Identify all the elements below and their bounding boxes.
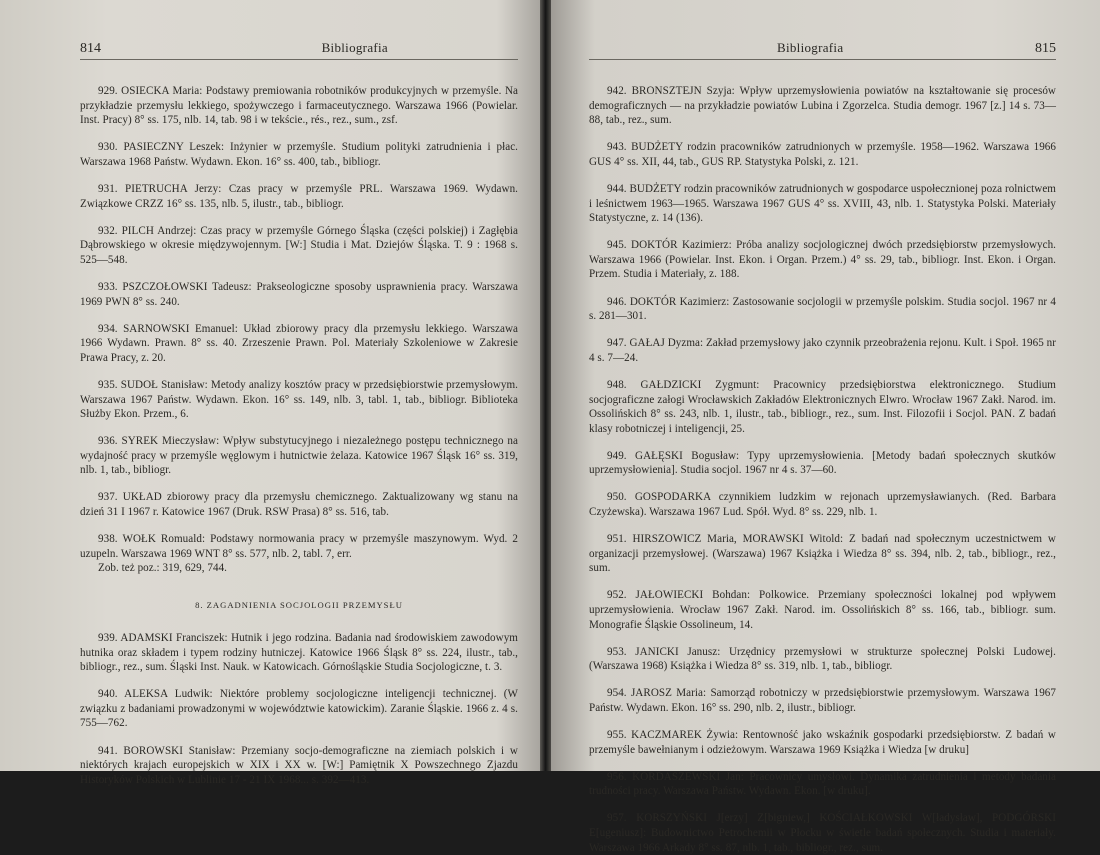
bibliography-entry: 956. KORDASZEWSKI Jan: Pracownicy umysłowi. Dynamika zatrudnienia i metody badania trudności pracy. Warszawa Państw. Wydawn. Ekon. [w druku].: [589, 770, 1056, 798]
left-page: [0, 0, 540, 786]
bibliography-entry: 935. SUDOŁ Stanisław: Metody analizy kosztów pracy w przedsiębiorstwie przemysłowym. Warszawa 1967 Państw. Wydawn. Ekon. 16° ss. 149, nlb. 3, tabl. 1, tab., bibliogr. Biblioteka Służby Ekon. Przem., 6.: [80, 378, 518, 421]
bibliography-entry: 936. SYREK Mieczysław: Wpływ substytucyjnego i niezależnego postępu technicznego na wydajność pracy w przemyśle węglowym i hutnictwie żelaza. Katowice 1967 Śląsk 16° ss. 319, nlb. 1, tab., bibliogr.: [80, 435, 518, 477]
bibliography-entry: 944. BUDŻETY rodzin pracowników zatrudnionych w gospodarce uspołecznionej poza rolnictwem i leśnictwem 1963—1965. Warszawa 1967 GUS 4° ss. XVIII, 43, nlb. 1. Statystyka Polski. Materiały Statystyczne, z. 14 (136).: [589, 182, 1056, 225]
bibliography-entry: 954. JAROSZ Maria: Samorząd robotniczy w przedsiębiorstwie przemysłowym. Warszawa 1967 Państw. Wydawn. Ekon. 16° ss. 290, nlb. 2, ilustr., bibliogr.: [589, 687, 1056, 714]
bibliography-entry: 952. JAŁOWIECKI Bohdan: Polkowice. Przemiany społeczności lokalnej pod wpływem uprzemysłowienia. Wrocław 1967 Zakł. Narod. im. Ossolińskich 8° ss. 166, tab., bibliogr. sum. Monografie Śląskie Ossolineum, 14.: [589, 589, 1056, 631]
right-page: [551, 0, 1100, 854]
bibliography-entry: 953. JANICKI Janusz: Urzędnicy przemysłowi w strukturze społecznej Polski Ludowej. (Warszawa 1968) Książka i Wiedza 8° ss. 319, nlb. 1, tab., bibliogr.: [589, 645, 1056, 673]
section-heading: 8. ZAGADNIENIA SOCJOLOGII PRZEMYSŁU: [195, 599, 403, 610]
page-number: 814: [80, 41, 101, 56]
bibliography-entry: 937. UKŁAD zbiorowy pracy dla przemysłu chemicznego. Zaktualizowany wg stanu na dzień 31 I 1967 r. Katowice 1967 (Druk. RSW Prasa) 8° ss. 516, tab.: [80, 491, 518, 519]
bibliography-entry: 951. HIRSZOWICZ Maria, MORAWSKI Witold: Z badań nad społecznym uczestnictwem w organizacji przemysłowej. (Warszawa) 1967 Książka i Wiedza 8° ss. 394, nlb. 2, tab., bibliogr., rez., sum.: [589, 533, 1056, 575]
bibliography-entry: 940. ALEKSA Ludwik: Niektóre problemy socjologiczne inteligencji technicznej. (W związku z badaniami prowadzonymi w województwie katowickim). Zaranie Śląskie. 1966 z. 4 s. 755—762.: [80, 688, 518, 730]
page-number: 815: [1035, 41, 1056, 56]
bibliography-entry: 943. BUDŻETY rodzin pracowników zatrudnionych w przemyśle. 1958—1962. Warszawa 1966 GUS 4° ss. XII, 44, tab., GUS RP. Statystyka Polski, z. 121.: [589, 141, 1056, 168]
bibliography-entry: 949. GAŁĘSKI Bogusław: Typy uprzemysłowienia. [Metody badań społecznych skutków uprzemysłowienia]. Studia socjol. 1967 nr 4 s. 37—60.: [589, 449, 1056, 477]
bibliography-entry: 942. BRONSZTEJN Szyja: Wpływ uprzemysłowienia powiatów na kształtowanie się procesów demograficznych — na przykładzie powiatów Lubina i Zgorzelca. Studia demogr. 1967 [z.] 14 s. 73—88, tab., rez., sum.: [589, 85, 1056, 127]
book-gutter: [540, 0, 551, 771]
bibliography-entry: 931. PIETRUCHA Jerzy: Czas pracy w przemyśle PRL. Warszawa 1969. Wydawn. Związkowe CRZZ 16° ss. 135, nlb. 5, ilustr., tab., bibliogr.: [80, 182, 518, 210]
bibliography-entry: 929. OSIECKA Maria: Podstawy premiowania robotników produkcyjnych w przemyśle. Na przykładzie przemysłu lekkiego, spożywczego i farmaceutycznego. Warszawa 1966 (Powielar. Inst. Pracy) 8° ss. 175, nlb. 14, tab. 98 i w tekście., rés., rez., sum., zsf.: [80, 85, 518, 127]
left-page-header: [80, 40, 518, 60]
bibliography-entry: 941. BOROWSKI Stanisław: Przemiany socjo-demograficzne na ziemiach polskich i w niektórych krajach europejskich w XIX i XX w. [W:] Pamiętnik X Powszechnego Zjazdu Historyków Polskich w Lublinie 17 - 21 IX 1968... s. 392—413.: [80, 744, 518, 786]
bibliography-entry: 945. DOKTÓR Kazimierz: Próba analizy socjologicznej dwóch przedsiębiorstw przemysłowych. Warszawa 1966 (Powielar. Inst. Ekon. i Organ. Przem.) 4° ss. 29, tab., bibliogr. Inst. Ekon. i Organ. Przem. Studia i Materiały, z. 188.: [589, 239, 1056, 281]
bibliography-entry: 947. GAŁAJ Dyzma: Zakład przemysłowy jako czynnik przeobrażenia rejonu. Kult. i Społ. 1965 nr 4 s. 7—24.: [589, 337, 1056, 364]
bibliography-entry: 955. KACZMAREK Żywia: Rentowność jako wskaźnik gospodarki przedsiębiorstw. Z badań w przemyśle bawełnianym i odzieżowym. Warszawa 1969 Książka i Wiedza [w druku]: [589, 729, 1056, 756]
bibliography-entry: 934. SARNOWSKI Emanuel: Układ zbiorowy pracy dla przemysłu lekkiego. Warszawa 1966 Wydawn. Prawn. 8° ss. 40. Zrzeszenie Prawn. Pol. Materiały Szkoleniowe w Zakresie Prawa Pracy, z. 20.: [80, 322, 518, 364]
right-page-header: [589, 40, 1056, 60]
running-title: Bibliografia: [321, 40, 388, 55]
bibliography-entry: 938. WOŁK Romuald: Podstawy normowania pracy w przemyśle maszynowym. Wyd. 2 uzupeln. Warszawa 1969 WNT 8° ss. 577, nlb. 2, tabl. 7, err.: [80, 533, 518, 560]
running-title: Bibliografia: [777, 40, 844, 55]
bibliography-entry: 946. DOKTÓR Kazimierz: Zastosowanie socjologii w przemyśle polskim. Studia socjol. 1967 nr 4 s. 281—301.: [589, 295, 1056, 323]
bibliography-entry: 939. ADAMSKI Franciszek: Hutnik i jego rodzina. Badania nad środowiskiem zawodowym hutnika oraz składem i typem rodziny hutniczej. Katowice 1966 Śląsk 8° ss. 224, ilustr., tab., bibliogr., rez., sum. Śląski Inst. Nauk. w Katowicach. Górnośląskie Studia Socjologiczne, t. 3.: [80, 631, 518, 674]
bibliography-entry: 933. PSZCZOŁOWSKI Tadeusz: Prakseologiczne sposoby usprawnienia pracy. Warszawa 1969 PWN 8° ss. 240.: [80, 280, 518, 308]
bibliography-entry: 930. PASIECZNY Leszek: Inżynier w przemyśle. Studium polityki zatrudnienia i płac. Warszawa 1968 Państw. Wydawn. Ekon. 16° ss. 400, tab., bibliogr.: [80, 141, 518, 168]
bibliography-entry: 932. PILCH Andrzej: Czas pracy w przemyśle Górnego Śląska (części polskiej) i Zagłębia Dąbrowskiego w okresie międzywojennym. [W:] Studia i Mat. Dziejów Śląska. T. 9 : 1968 s. 525—548.: [80, 224, 518, 266]
bibliography-entry: 950. GOSPODARKA czynnikiem ludzkim w rejonach uprzemysławianych. (Red. Barbara Czyżewska). Warszawa 1967 Lud. Spół. Wyd. 8° ss. 229, nlb. 1.: [589, 491, 1056, 519]
bibliography-entry: 948. GAŁDZICKI Zygmunt: Pracownicy przedsiębiorstwa elektronicznego. Studium socjograficzne załogi Wrocławskich Zakładów Elektronicznych Elwro. Wrocław 1967 Zakł. Narod. im. Ossolińskich 8° ss. 243, nlb. 1, ilustr., tab., bibliogr., rez., sum. Inst. Filozofii i Socjol. PAN. Z badań klasy robotniczej i inteligencji, 25.: [589, 378, 1056, 435]
see-also-note: Zob. też poz.: 319, 629, 744.: [98, 562, 228, 575]
bibliography-entry: 957. KORSZYŃSKI J[erzy] Z[bigniew,] KOŚCIAŁKOWSKI W[ładysław], PODGÓRSKI E[ugeniusz]: Budownictwo Petrochemii w Płocku w świetle badań społecznych. Studia i materiały. Warszawa 1966 Arkady 8° ss. 87, nlb. 1, tab., bibliogr., rez., sum.: [589, 812, 1056, 854]
